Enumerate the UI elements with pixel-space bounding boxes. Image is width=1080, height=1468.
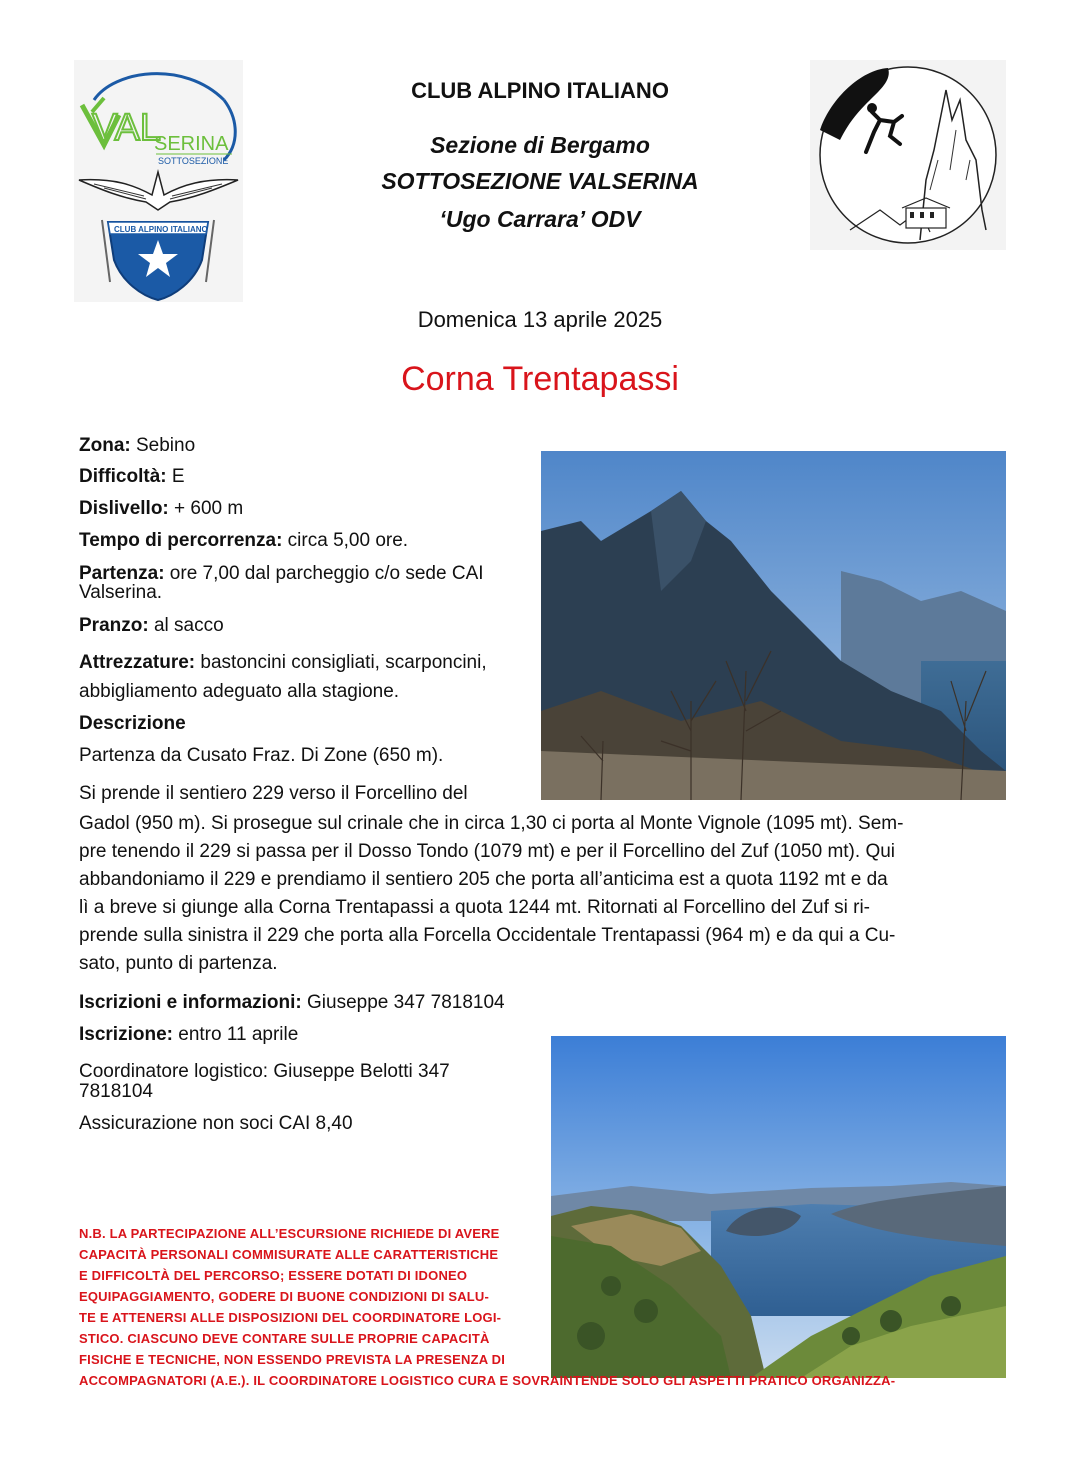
lake-landscape-photo-icon bbox=[551, 1036, 1006, 1378]
event-title: Corna Trentapassi bbox=[401, 360, 679, 398]
descrizione-line: pre tenendo il 229 si passa per il Dosso Tondo (1079 mt) e per il Forcellino del Zuf (1050 mt). Qui bbox=[79, 841, 896, 862]
field-attrezzature-cont: abbigliamento adeguato alla stagione. bbox=[79, 681, 400, 702]
nb-line: N.B. LA PARTECIPAZIONE ALL’ESCURSIONE RICHIEDE DI AVERE bbox=[79, 1226, 500, 1241]
nb-line: TE E ATTENERSI ALLE DISPOSIZIONI DEL COORDINATORE LOGI- bbox=[79, 1310, 502, 1325]
field-coordinatore: Coordinatore logistico: Giuseppe Belotti 347 bbox=[79, 1061, 450, 1082]
header-org: CLUB ALPINO ITALIANO bbox=[411, 78, 669, 103]
field-attrezzature: Attrezzature: bastoncini consigliati, scarponcini, bbox=[79, 652, 487, 673]
header-section: Sezione di Bergamo bbox=[430, 132, 650, 158]
svg-text:SERINA: SERINA bbox=[154, 133, 229, 155]
nb-line: FISICHE E TECNICHE, NON ESSENDO PREVISTA LA PRESENZA DI bbox=[79, 1352, 506, 1367]
field-iscrizioni: Iscrizioni e informazioni: Giuseppe 347 7818104 bbox=[79, 992, 505, 1013]
event-date: Domenica 13 aprile 2025 bbox=[417, 307, 663, 332]
descrizione-heading: Descrizione bbox=[79, 713, 186, 734]
lake-photo bbox=[551, 1036, 1006, 1378]
climber-logo bbox=[810, 60, 1006, 250]
descrizione-line: Partenza da Cusato Fraz. Di Zone (650 m). bbox=[79, 745, 444, 766]
field-difficolta: Difficoltà: E bbox=[79, 466, 185, 487]
nb-notice-cont bbox=[79, 1349, 999, 1391]
header-subsection: SOTTOSEZIONE VALSERINA bbox=[381, 168, 699, 194]
field-partenza: Partenza: ore 7,00 dal parcheggio c/o sede CAI bbox=[79, 563, 484, 584]
nb-line: CAPACITÀ PERSONALI COMMISURATE ALLE CARATTERISTICHE bbox=[79, 1247, 499, 1262]
field-tempo: Tempo di percorrenza: circa 5,00 ore. bbox=[79, 530, 409, 551]
descrizione-line: sato, punto di partenza. bbox=[79, 953, 278, 974]
descrizione-line: lì a breve si giunge alla Corna Trentapassi a quota 1244 mt. Ritornati al Forcellino del Zuf si ri- bbox=[79, 897, 871, 918]
nb-line: EQUIPAGGIAMENTO, GODERE DI BUONE CONDIZIONI DI SALU- bbox=[79, 1289, 490, 1304]
descrizione-line: abbandoniamo il 229 e prendiamo il sentiero 205 che porta all’anticima est a quota 1192 mt e da bbox=[79, 869, 888, 890]
svg-text:CLUB ALPINO ITALIANO: CLUB ALPINO ITALIANO bbox=[114, 225, 208, 234]
nb-notice bbox=[79, 1223, 539, 1349]
descrizione-line: Si prende il sentiero 229 verso il Forcellino del bbox=[79, 783, 468, 804]
mountain-lake-photo-icon bbox=[541, 451, 1006, 800]
field-assicurazione: Assicurazione non soci CAI 8,40 bbox=[79, 1113, 353, 1134]
nb-line: STICO. CIASCUNO DEVE CONTARE SULLE PROPRIE CAPACITÀ bbox=[79, 1331, 490, 1346]
cai-valserina-logo bbox=[74, 60, 243, 302]
header-odv: ‘Ugo Carrara’ ODV bbox=[439, 206, 641, 232]
field-pranzo: Pranzo: al sacco bbox=[79, 615, 224, 636]
field-iscrizione: Iscrizione: entro 11 aprile bbox=[79, 1024, 299, 1045]
field-zona: Zona: Sebino bbox=[79, 435, 196, 456]
nb-line: ACCOMPAGNATORI (A.E.). IL COORDINATORE LOGISTICO CURA E SOVRAINTENDE SOLO GLI ASPETTI PRATICO ORGANIZZA- bbox=[79, 1373, 896, 1388]
svg-text:VAL: VAL bbox=[92, 107, 162, 149]
mountain-photo bbox=[541, 451, 1006, 800]
descrizione-line: Gadol (950 m). Si prosegue sul crinale che in circa 1,30 ci porta al Monte Vignole (1095 mt). Sem- bbox=[79, 813, 904, 834]
cai-valserina-logo-icon bbox=[74, 60, 243, 302]
field-partenza-cont: Valserina. bbox=[79, 582, 163, 603]
descrizione-line: prende sulla sinistra il 229 che porta alla Forcella Occidentale Trentapassi (964 m) e da qui a Cu- bbox=[79, 925, 896, 946]
field-coordinatore-cont: 7818104 bbox=[79, 1081, 153, 1102]
field-dislivello: Dislivello: + 600 m bbox=[79, 498, 244, 519]
nb-line: E DIFFICOLTÀ DEL PERCORSO; ESSERE DOTATI DI IDONEO bbox=[79, 1268, 468, 1283]
climber-mountain-logo-icon bbox=[810, 60, 1006, 250]
svg-text:SOTTOSEZIONE: SOTTOSEZIONE bbox=[158, 156, 229, 166]
